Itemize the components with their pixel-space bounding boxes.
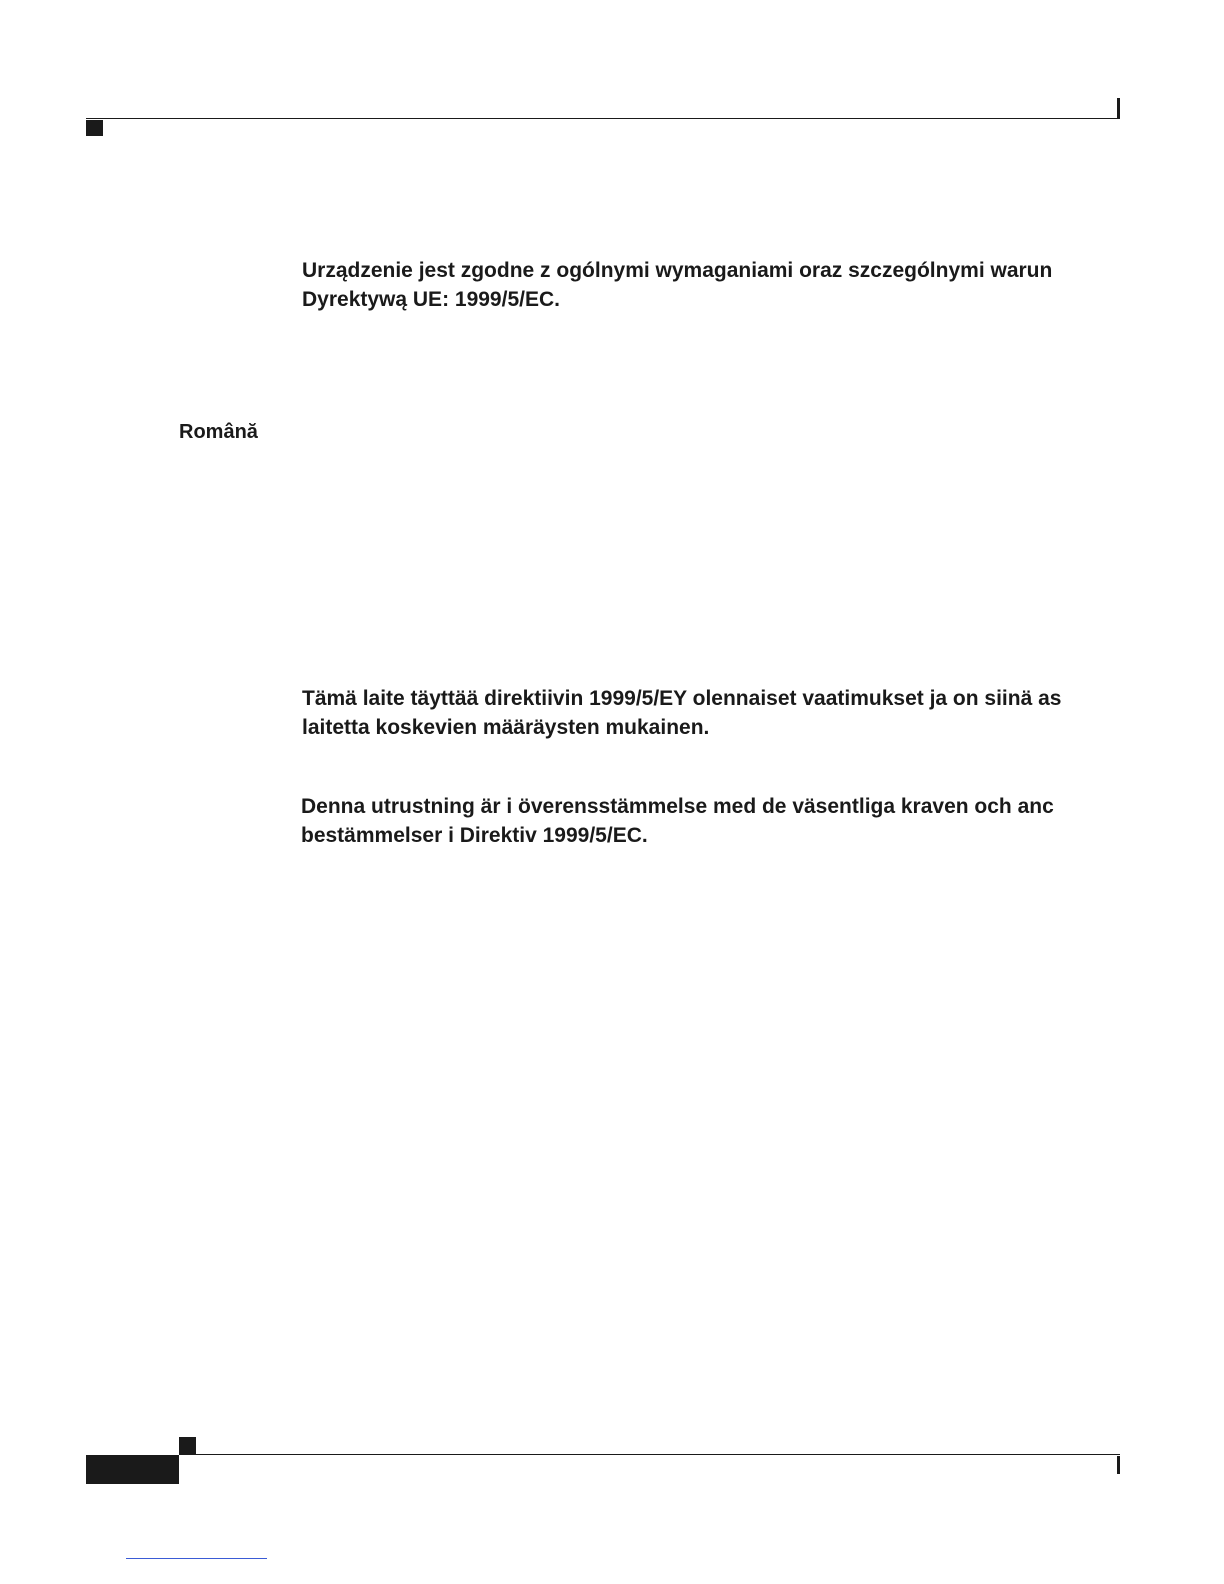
header-marker-square — [86, 120, 103, 136]
footer-link-underline — [126, 1558, 267, 1559]
finnish-line-1: Tämä laite täyttää direktiivin 1999/5/EY olennaiset vaatimukset ja on siinä as — [302, 687, 1062, 710]
polish-paragraph — [302, 256, 1115, 314]
footer-marker-square — [179, 1437, 196, 1454]
finnish-line-2: laitetta koskevien määräysten mukainen. — [302, 716, 710, 739]
swedish-paragraph — [301, 792, 1115, 850]
romanian-heading: Română — [179, 421, 258, 443]
header-rule — [86, 118, 1120, 119]
swedish-line-2: bestämmelser i Direktiv 1999/5/EC. — [301, 824, 648, 847]
header-tick-mark — [1117, 98, 1120, 118]
polish-line-1: Urządzenie jest zgodne z ogólnymi wymaganiami oraz szczególnymi warun — [302, 259, 1053, 282]
footer-page-tab-block — [86, 1455, 179, 1484]
finnish-paragraph — [302, 684, 1115, 742]
polish-line-2: Dyrektywą UE: 1999/5/EC. — [302, 288, 560, 311]
footer-rule — [179, 1454, 1120, 1455]
swedish-line-1: Denna utrustning är i överensstämmelse med de väsentliga kraven och anc — [301, 795, 1054, 818]
footer-tick-mark — [1117, 1456, 1120, 1474]
